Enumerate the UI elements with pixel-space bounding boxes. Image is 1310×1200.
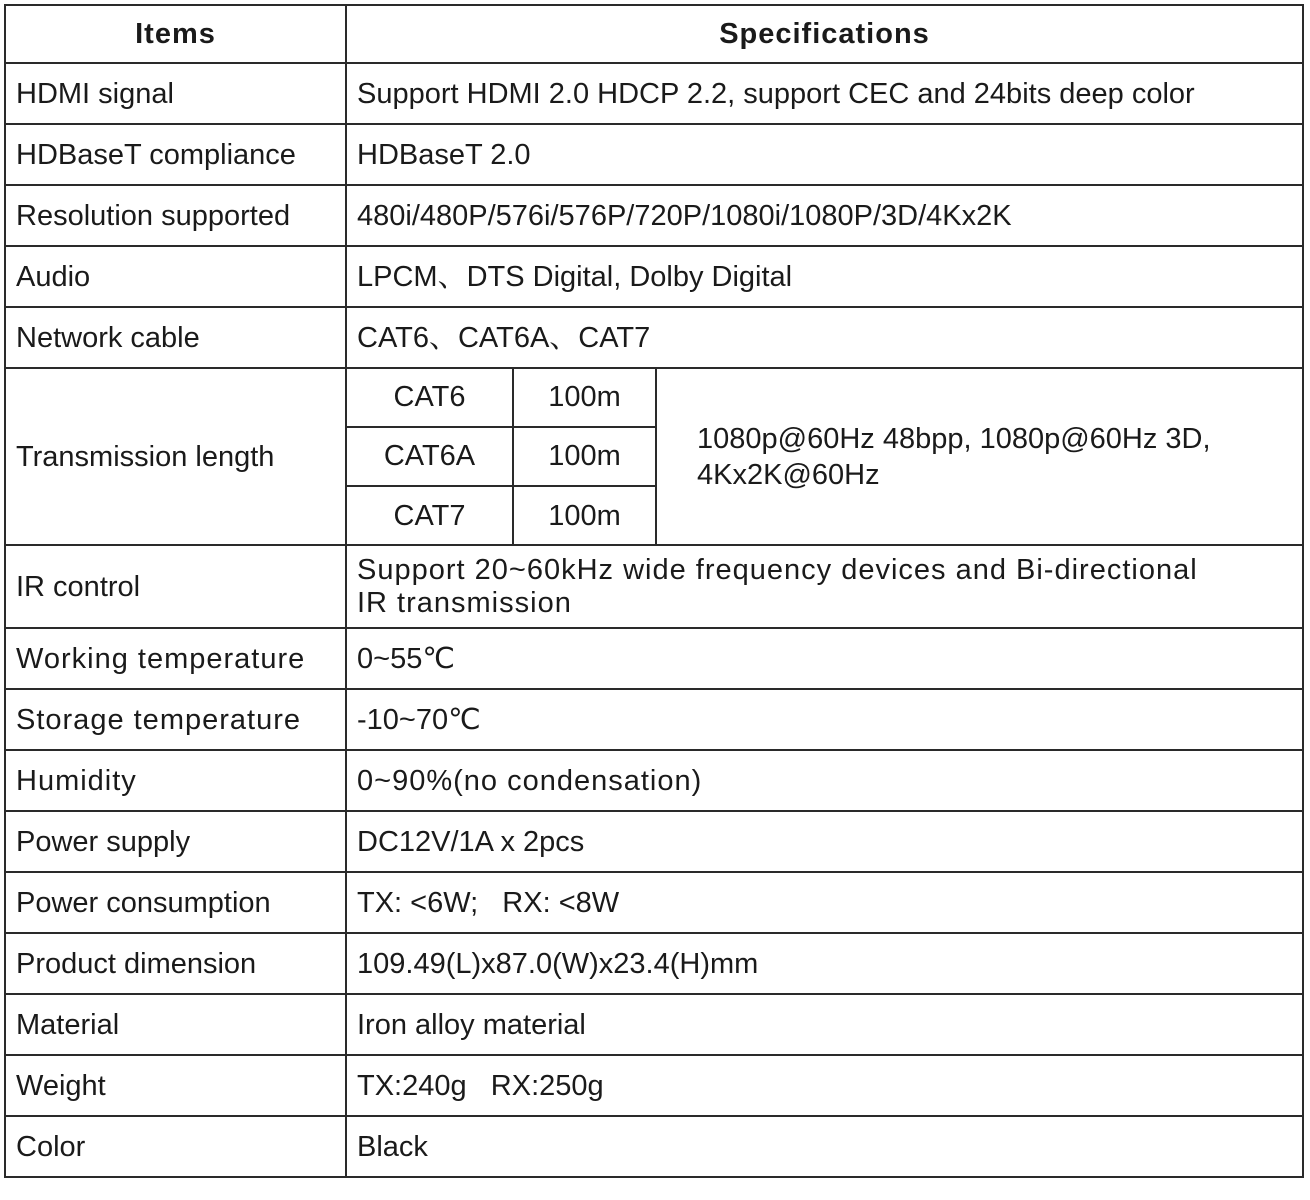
item-label: IR control [5,545,346,628]
item-label: Material [5,994,346,1055]
table-row [5,933,1303,994]
spec-value: DC12V/1A x 2pcs [346,811,1303,872]
item-label: Resolution supported [5,185,346,246]
table-row [5,689,1303,750]
spec-value: 0~90%(no condensation) [346,750,1303,811]
item-label: HDMI signal [5,63,346,124]
transmission-resolution [656,369,1302,544]
item-label: Transmission length [5,368,346,545]
cable-type: CAT7 [347,486,513,544]
item-label: Product dimension [5,933,346,994]
cable-type: CAT6A [347,427,513,486]
spec-value: HDBaseT 2.0 [346,124,1303,185]
spec-value: -10~70℃ [346,689,1303,750]
table-row [5,1055,1303,1116]
table-row [5,545,1303,628]
spec-value: TX: <6W; RX: <8W [346,872,1303,933]
item-label: Power consumption [5,872,346,933]
spec-value: TX:240g RX:250g [346,1055,1303,1116]
table-row [5,994,1303,1055]
resolution-line: 4Kx2K@60Hz [697,458,880,491]
spec-value: 480i/480P/576i/576P/720P/1080i/1080P/3D/4Kx2K [346,185,1303,246]
spec-line: IR transmission [357,586,572,619]
item-label: Color [5,1116,346,1177]
table-row [5,750,1303,811]
table-row [5,307,1303,368]
cable-length: 100m [513,486,656,544]
table-row [5,63,1303,124]
cable-length: 100m [513,369,656,427]
table-header-row [5,5,1303,63]
spec-value: LPCM、DTS Digital, Dolby Digital [346,246,1303,307]
cable-type: CAT6 [347,369,513,427]
table-row [5,185,1303,246]
spec-value: 109.49(L)x87.0(W)x23.4(H)mm [346,933,1303,994]
spec-value: CAT6、CAT6A、CAT7 [346,307,1303,368]
spec-table [4,4,1304,1178]
spec-line: Support 20~60kHz wide frequency devices and Bi-directional [357,553,1198,586]
item-label: Power supply [5,811,346,872]
transmission-row [5,368,1303,545]
table-row [5,628,1303,689]
spec-value: Support HDMI 2.0 HDCP 2.2, support CEC and 24bits deep color [346,63,1303,124]
resolution-line: 1080p@60Hz 48bpp, 1080p@60Hz 3D, [697,422,1211,455]
item-label: Working temperature [5,628,346,689]
item-label: Weight [5,1055,346,1116]
spec-value: 0~55℃ [346,628,1303,689]
table-row [5,124,1303,185]
item-label: Audio [5,246,346,307]
transmission-subtable [347,369,1302,544]
item-label: HDBaseT compliance [5,124,346,185]
item-label: Network cable [5,307,346,368]
table-row [5,1116,1303,1177]
table-row [5,872,1303,933]
spec-value: Black [346,1116,1303,1177]
header-items: Items [5,5,346,63]
transmission-spec [346,368,1303,545]
spec-value: Iron alloy material [346,994,1303,1055]
cable-length: 100m [513,427,656,486]
spec-value [346,545,1303,628]
table-row [5,246,1303,307]
item-label: Storage temperature [5,689,346,750]
table-row [5,811,1303,872]
item-label: Humidity [5,750,346,811]
header-specifications: Specifications [346,5,1303,63]
